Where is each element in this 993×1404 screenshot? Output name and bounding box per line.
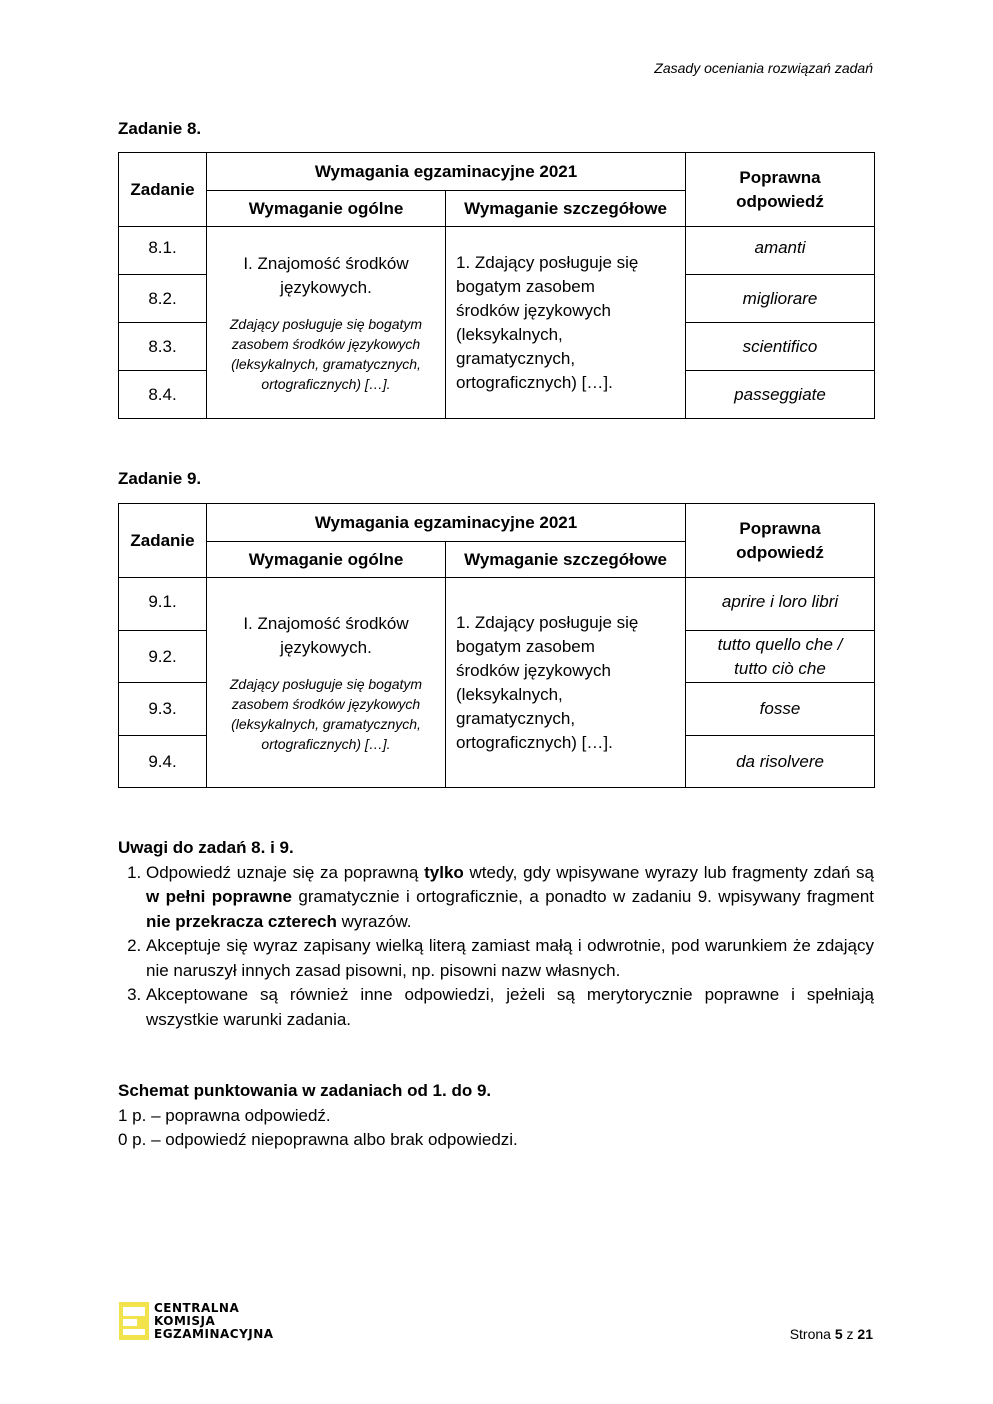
logo-line: CENTRALNA (154, 1301, 240, 1315)
note-item (146, 861, 874, 935)
page-total: 21 (857, 1326, 873, 1342)
correct-answer: scientifico (686, 323, 875, 371)
task-number: 8.1. (119, 227, 207, 275)
note-text: wyrazów. (336, 911, 412, 931)
task8-title: Zadanie 8. (118, 119, 202, 138)
spec-line: ortograficznych) […]. (456, 372, 613, 392)
general-sub-line: Zdający posługuje się bogatym (229, 675, 423, 692)
col-header-szczegolowe: Wymaganie szczegółowe (446, 191, 686, 227)
header-odpowiedz: odpowiedź (736, 191, 824, 211)
header-odpowiedz: odpowiedź (736, 542, 824, 562)
answer-line: tutto ciò che (734, 658, 826, 678)
correct-answer: migliorare (686, 275, 875, 323)
spec-line: środków językowych (456, 660, 611, 680)
logo-line: KOMISJA (154, 1314, 216, 1328)
running-header: Zasady oceniania rozwiązań zadań (654, 60, 873, 76)
task-number: 9.2. (119, 631, 207, 683)
spec-line: (leksykalnych, (456, 684, 563, 704)
logo-line: EGZAMINACYJNA (154, 1327, 274, 1341)
task-number: 9.3. (119, 683, 207, 736)
task9-table (118, 503, 875, 788)
spec-line: gramatycznych, (456, 348, 576, 368)
general-requirement (207, 227, 446, 419)
spec-line: 1. Zdający posługuje się (456, 252, 639, 272)
task-number: 9.1. (119, 578, 207, 631)
general-sub-line: zasobem środków językowych (231, 695, 421, 712)
spec-line: 1. Zdający posługuje się (456, 612, 639, 632)
page-label: Strona (789, 1326, 835, 1342)
spec-line: gramatycznych, (456, 708, 576, 728)
note-emphasis: tylko (424, 862, 464, 882)
cke-logo-text (154, 1302, 274, 1341)
task-number: 8.4. (119, 371, 207, 419)
col-header-zadanie: Zadanie (119, 153, 207, 227)
notes-section (118, 836, 874, 1032)
col-header-poprawna-odpowiedz (686, 504, 875, 578)
page-sep: z (842, 1326, 858, 1342)
notes-list (118, 861, 874, 1033)
scoring-line: 0 p. – odpowiedź niepoprawna albo brak odpowiedzi. (118, 1130, 518, 1149)
task-number: 8.3. (119, 323, 207, 371)
col-header-poprawna-odpowiedz (686, 153, 875, 227)
note-item: 2. Akceptuje się wyraz zapisany wielką literą zamiast małą i odwrotnie, pod warunkiem że zdający nie naruszył innych zasad pisowni, np. pisowni nazw własnych. (146, 934, 874, 983)
task9-title: Zadanie 9. (118, 469, 202, 488)
spec-line: bogatym zasobem (456, 276, 595, 296)
cke-logo (119, 1301, 274, 1345)
col-header-zadanie: Zadanie (119, 504, 207, 578)
correct-answer: aprire i loro libri (686, 578, 875, 631)
general-sub-line: (leksykalnych, gramatycznych, (231, 715, 421, 732)
general-main-line: I. Znajomość środków (243, 253, 409, 273)
col-header-ogolne: Wymaganie ogólne (207, 191, 446, 227)
general-sub-line: ortograficznych) […]. (261, 735, 391, 752)
notes-title: Uwagi do zadań 8. i 9. (118, 838, 294, 857)
cke-logo-icon (119, 1302, 149, 1340)
specific-requirement (446, 578, 686, 788)
header-poprawna: Poprawna (739, 518, 821, 538)
col-header-szczegolowe: Wymaganie szczegółowe (446, 542, 686, 578)
task8-table (118, 152, 875, 419)
specific-requirement (446, 227, 686, 419)
correct-answer: da risolvere (686, 736, 875, 788)
spec-line: bogatym zasobem (456, 636, 595, 656)
scoring-title: Schemat punktowania w zadaniach od 1. do 9. (118, 1081, 492, 1100)
note-text: Odpowiedź uznaje się za poprawną (146, 862, 425, 882)
general-requirement (207, 578, 446, 788)
general-main-line: I. Znajomość środków (243, 613, 409, 633)
correct-answer: fosse (686, 683, 875, 736)
general-sub-line: zasobem środków językowych (231, 335, 421, 352)
note-text: wtedy, gdy wpisywane wyrazy lub fragmenty zdań są (463, 862, 874, 882)
header-poprawna: Poprawna (739, 167, 821, 187)
note-text: gramatycznie i ortograficznie, a ponadto w zadaniu 9. wpisywany fragment (292, 887, 874, 906)
spec-line: środków językowych (456, 300, 611, 320)
answer-line: tutto quello che / (717, 634, 843, 654)
scoring-line: 1 p. – poprawna odpowiedź. (118, 1105, 331, 1125)
correct-answer: passeggiate (686, 371, 875, 419)
correct-answer (686, 631, 875, 683)
general-main-line: językowych. (280, 637, 372, 657)
note-item: 3. Akceptowane są również inne odpowiedzi, jeżeli są merytorycznie poprawne i spełniają wszystkie warunki zadania. (146, 983, 874, 1032)
task-number: 9.4. (119, 736, 207, 788)
col-header-wymagania: Wymagania egzaminacyjne 2021 (207, 504, 686, 542)
scoring-section (118, 1079, 518, 1153)
page-current: 5 (834, 1326, 843, 1342)
general-sub-line: Zdający posługuje się bogatym (229, 315, 423, 332)
general-main-line: językowych. (280, 277, 372, 297)
general-sub-line: ortograficznych) […]. (261, 375, 391, 392)
correct-answer: amanti (686, 227, 875, 275)
task-number: 8.2. (119, 275, 207, 323)
col-header-ogolne: Wymaganie ogólne (207, 542, 446, 578)
general-sub-line: (leksykalnych, gramatycznych, (231, 355, 421, 372)
spec-line: (leksykalnych, (456, 324, 563, 344)
note-emphasis: w pełni poprawne (146, 887, 293, 906)
page-number (790, 1326, 873, 1342)
note-emphasis: nie przekracza czterech (146, 911, 337, 931)
col-header-wymagania: Wymagania egzaminacyjne 2021 (207, 153, 686, 191)
spec-line: ortograficznych) […]. (456, 732, 613, 752)
